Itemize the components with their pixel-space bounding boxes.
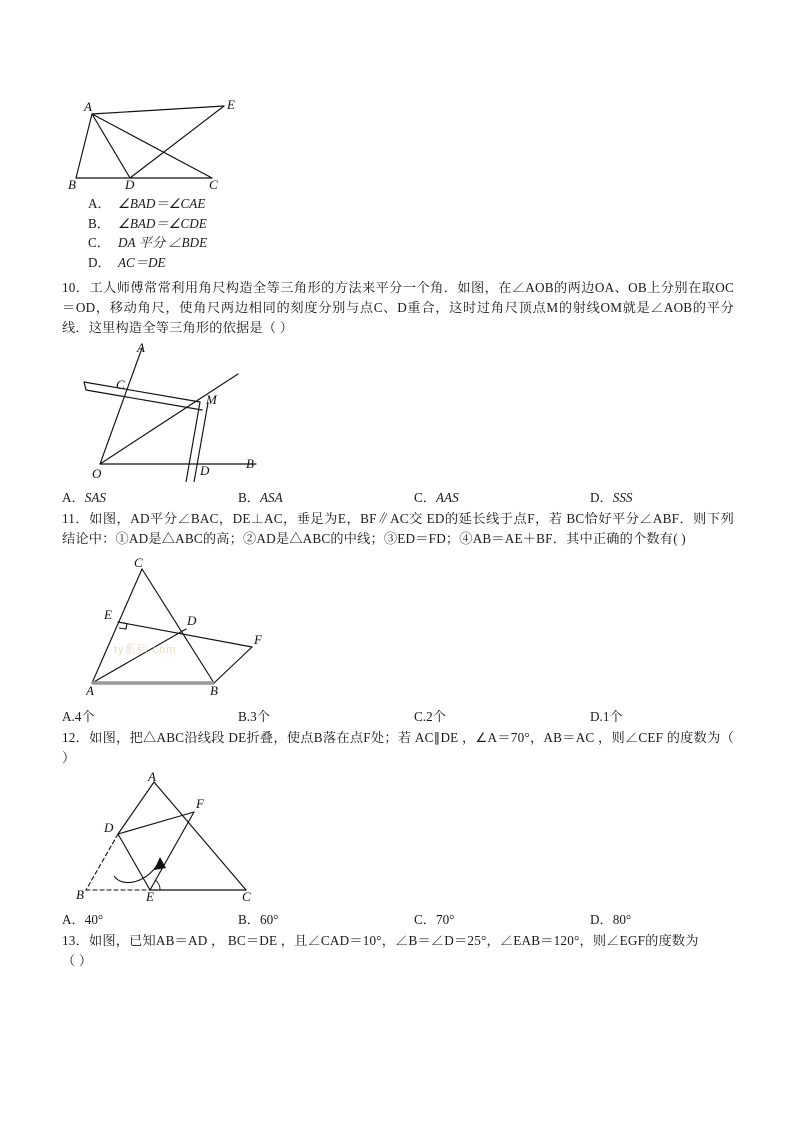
- q12-option-a[interactable]: [62, 910, 238, 930]
- q9-option-b[interactable]: [88, 214, 734, 234]
- q10-option-a[interactable]: [62, 488, 238, 508]
- q11-option-b-text: 3个: [250, 709, 270, 724]
- q11-label-F: F: [254, 632, 262, 647]
- q10-options-row: [62, 488, 734, 508]
- q10-option-d[interactable]: [590, 488, 730, 508]
- triangle-abde-figure: [62, 98, 252, 190]
- q10-option-c-label: C．: [414, 490, 436, 505]
- q12-option-d-label: D．: [590, 912, 613, 927]
- q9-label-E: E: [227, 98, 235, 112]
- q9-option-c-label: C．: [88, 235, 110, 250]
- q11-label-E: E: [104, 607, 112, 622]
- q11-label-C: C: [134, 555, 143, 570]
- q12-option-b-label: B．: [238, 912, 260, 927]
- q11-options-row: [62, 707, 734, 727]
- q11-option-c-label: C.: [414, 709, 427, 724]
- q13-stem: 13．如图，已知AB＝AD ， BC＝DE ，且∠CAD＝10°，∠B＝∠D＝25°，∠EAB＝120°，则∠EGF的度数为: [62, 933, 699, 948]
- angle-ruler-figure: [80, 342, 280, 482]
- q10-label-O: O: [92, 466, 102, 481]
- q11-label-D: D: [187, 613, 197, 628]
- triangle-abc-bisector-figure: [86, 555, 286, 697]
- q11-option-b-label: B.: [238, 709, 251, 724]
- q10-option-b-label: B．: [238, 490, 260, 505]
- q11-option-b[interactable]: [238, 707, 414, 727]
- q12-option-b-text: 60°: [259, 912, 279, 927]
- q11-option-c[interactable]: [414, 707, 590, 727]
- q12-label-D: D: [104, 820, 114, 835]
- q9-option-c-text: DA 平分 ∠BDE: [118, 235, 208, 250]
- q9-option-a-text: ∠BAD＝∠CAE: [118, 196, 206, 211]
- watermark-text: ty系列 com: [114, 644, 177, 656]
- q11-option-a[interactable]: [62, 707, 238, 727]
- q10-option-b[interactable]: [238, 488, 414, 508]
- q10-label-B: B: [246, 456, 254, 471]
- q10-option-a-label: A．: [62, 490, 85, 505]
- q12-option-d-text: 80°: [612, 912, 632, 927]
- q12-label-F: F: [196, 796, 204, 811]
- q10-stem: 10．工人师傅常常利用角尺构造全等三角形的方法来平分一个角．如图，在∠AOB的两边OA、OB上分别在取OC＝OD，移动角尺，使角尺两边相同的刻度分别与点C、D重合，这时过角尺顶点M的射线OM就是∠AOB的平分线．这里构造全等三角形的依据是（ ）: [62, 280, 734, 335]
- q12-label-B: B: [76, 887, 84, 902]
- q13-answer-paren: （ ）: [62, 953, 93, 968]
- q12-option-c-label: C．: [414, 912, 436, 927]
- q11-option-a-label: A.: [62, 709, 75, 724]
- q11-option-c-text: 2个: [426, 709, 446, 724]
- q12-label-C: C: [242, 889, 251, 902]
- q9-label-A: A: [84, 99, 92, 114]
- q9-option-c[interactable]: [88, 233, 734, 253]
- q12-option-c[interactable]: [414, 910, 590, 930]
- q10-option-a-text: SAS: [84, 490, 106, 505]
- q11-option-d[interactable]: [590, 707, 730, 727]
- q11-option-d-text: 1个: [602, 709, 623, 724]
- q10-label-D: D: [200, 463, 210, 478]
- q10-label-M: M: [206, 392, 217, 407]
- q10-option-c[interactable]: [414, 488, 590, 508]
- q12-options-row: [62, 910, 734, 930]
- q12-option-b[interactable]: [238, 910, 414, 930]
- q12-label-E: E: [146, 889, 154, 902]
- q10-option-d-label: D．: [590, 490, 613, 505]
- q11-label-B: B: [210, 683, 218, 697]
- q9-label-B: B: [68, 177, 76, 190]
- q9-option-a-label: A．: [88, 196, 111, 211]
- q12-label-A: A: [148, 772, 156, 784]
- q9-options-list: [88, 194, 734, 272]
- q11-option-d-label: D.: [590, 709, 603, 724]
- q10-option-c-text: AAS: [435, 490, 459, 505]
- q9-option-d-label: D．: [88, 254, 111, 270]
- q9-option-d[interactable]: [88, 253, 734, 273]
- q10-figure-container: [80, 342, 734, 482]
- folded-triangle-figure: [76, 772, 276, 902]
- q10-option-d-text: SSS: [612, 490, 633, 505]
- q12-figure-container: [76, 772, 734, 902]
- q12-option-a-label: A．: [62, 912, 85, 927]
- q9-label-D: D: [125, 177, 135, 190]
- q10-option-b-text: ASA: [259, 490, 283, 505]
- q10-label-A: A: [137, 342, 145, 355]
- q11-figure-container: [86, 555, 734, 697]
- q11-option-a-text: 4个: [74, 709, 95, 724]
- q9-option-b-text: ∠BAD＝∠CDE: [118, 215, 207, 231]
- q9-option-a[interactable]: [88, 194, 734, 214]
- q9-option-d-text: AC＝DE: [118, 254, 166, 270]
- page-content: [62, 98, 734, 971]
- q12-option-c-text: 70°: [435, 912, 455, 927]
- q12-option-d[interactable]: [590, 910, 730, 930]
- q12-option-a-text: 40°: [84, 912, 104, 927]
- q10-label-C: C: [116, 377, 125, 392]
- q9-label-C: C: [209, 177, 218, 190]
- q9-option-b-label: B．: [88, 215, 110, 231]
- q11-stem: 11．如图，AD平分∠BAC，DE⊥AC，垂足为E，BF∥AC交 ED的延长线于点F，若 BC恰好平分∠ABF．则下列结论中：①AD是△ABC的高；②AD是△ABC的中线；③ED＝FD；④AB＝AE＋BF．其中正确的个数有( ): [62, 511, 734, 546]
- q9-figure-container: [62, 98, 734, 190]
- q11-label-A: A: [86, 683, 94, 697]
- q12-stem: 12．如图，把△ABC沿线段 DE折叠，使点B落在点F处；若 AC∥DE ，∠A＝70°，AB＝AC ，则∠CEF 的度数为（ ）: [62, 730, 734, 765]
